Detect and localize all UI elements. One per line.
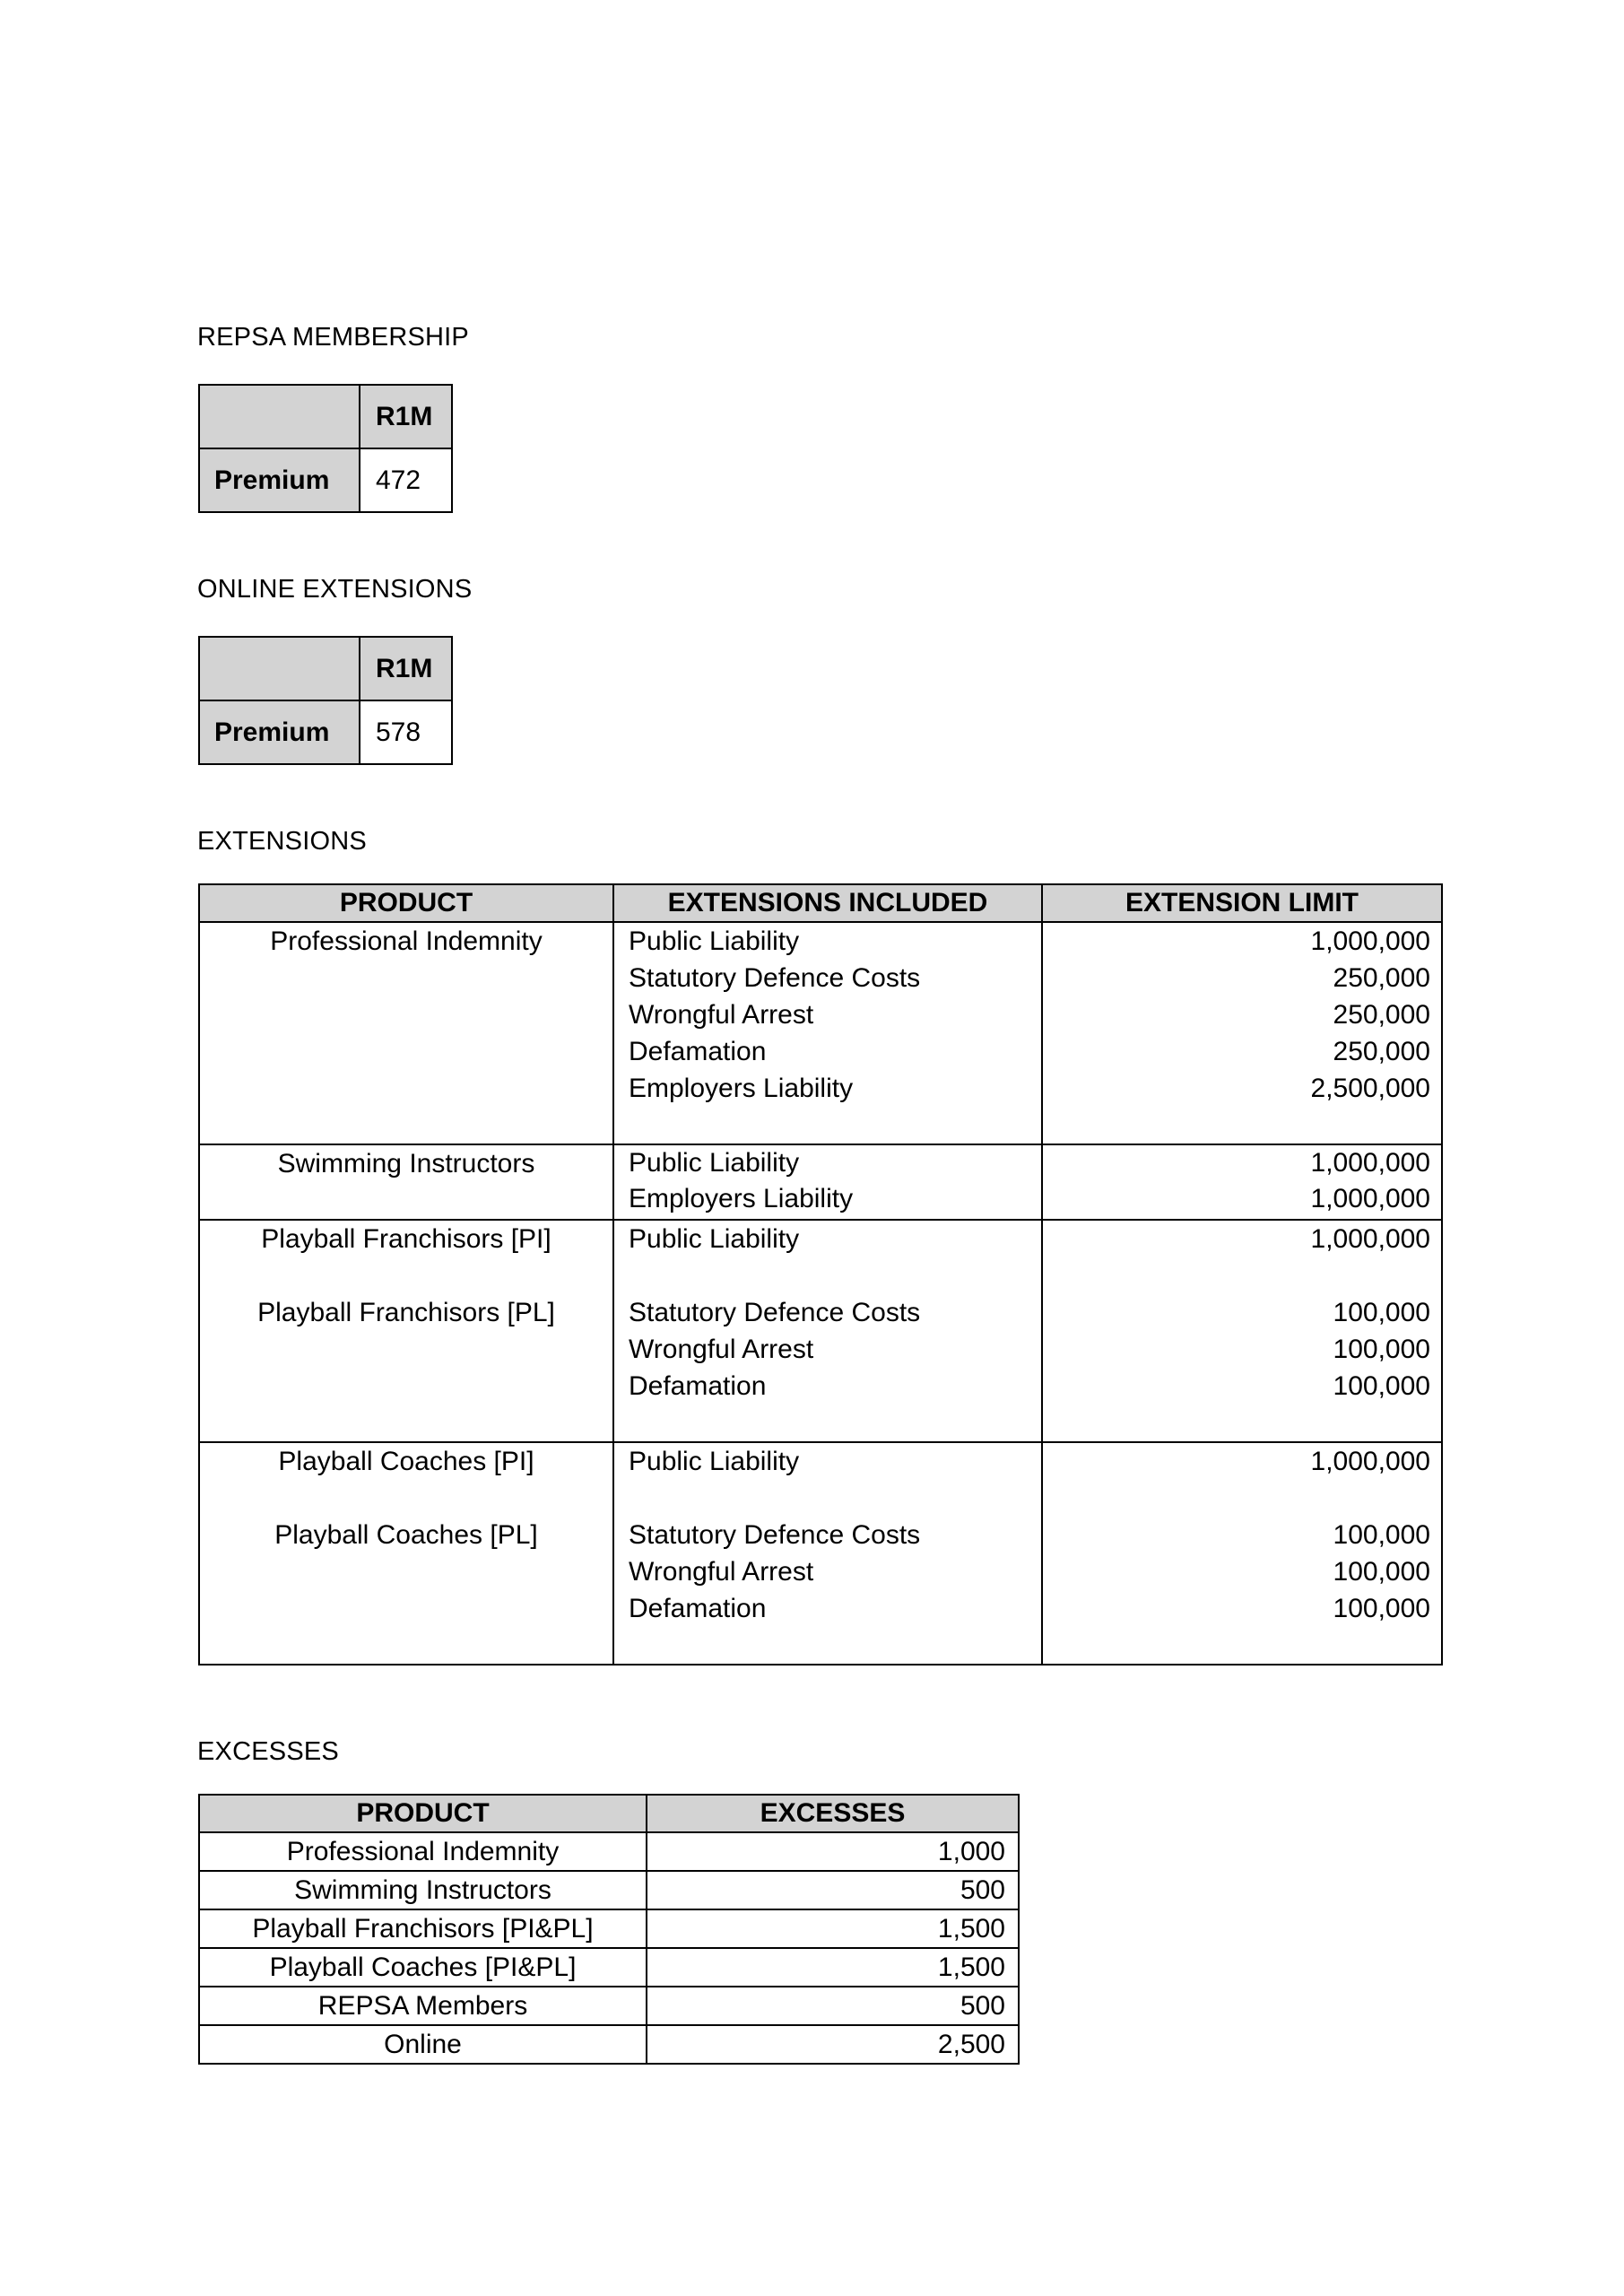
product-cell	[199, 1442, 613, 1665]
table-row	[199, 448, 452, 512]
extension-item: Employers Liability	[629, 1074, 854, 1103]
excess-value: 1,500	[647, 1909, 1019, 1948]
table-row	[199, 700, 452, 764]
limits-cell	[1042, 1442, 1442, 1665]
spacer	[1043, 1257, 1430, 1294]
spacer	[200, 1480, 612, 1517]
table-row	[199, 1220, 1442, 1442]
table-row	[199, 1909, 1019, 1948]
table-corner-cell	[199, 637, 360, 700]
extensions-heading: EXTENSIONS	[197, 827, 367, 856]
column-header-r1m: R1M	[360, 385, 452, 448]
extension-item: Wrongful Arrest	[629, 1000, 814, 1030]
extension-limit: 1,000,000	[1310, 1184, 1430, 1213]
premium-value: 578	[360, 700, 452, 764]
online-extensions-heading: ONLINE EXTENSIONS	[197, 575, 473, 604]
table-row	[199, 637, 452, 700]
limits-cell	[1042, 922, 1442, 1144]
extension-item: Employers Liability	[629, 1184, 854, 1213]
extension-item: Public Liability	[629, 926, 800, 956]
spacer	[629, 1480, 1041, 1517]
online-premium-table	[198, 636, 453, 765]
table-row	[199, 1871, 1019, 1909]
excess-product: Online	[199, 2025, 647, 2064]
extension-limit: 250,000	[1333, 1000, 1430, 1030]
extensions-table	[198, 883, 1443, 1665]
extension-item: Public Liability	[629, 1224, 800, 1254]
excesses-table	[198, 1794, 1020, 2065]
table-row	[199, 1832, 1019, 1871]
extension-item: Wrongful Arrest	[629, 1557, 814, 1587]
row-label-premium: Premium	[199, 448, 360, 512]
product-name: Professional Indemnity	[270, 926, 543, 956]
excess-product: Playball Franchisors [PI&PL]	[199, 1909, 647, 1948]
extension-limit: 100,000	[1333, 1557, 1430, 1587]
extension-item: Public Liability	[629, 1447, 800, 1476]
excess-product: REPSA Members	[199, 1987, 647, 2025]
premium-value: 472	[360, 448, 452, 512]
extension-item: Public Liability	[629, 1148, 800, 1178]
extensions-cell	[613, 1144, 1042, 1220]
product-cell	[199, 1144, 613, 1220]
table-row	[199, 1948, 1019, 1987]
column-header-excesses: EXCESSES	[647, 1795, 1019, 1832]
product-name: Playball Franchisors [PI]	[261, 1224, 551, 1254]
extension-limit: 1,000,000	[1310, 926, 1430, 956]
excess-product: Swimming Instructors	[199, 1871, 647, 1909]
extension-limit: 100,000	[1333, 1371, 1430, 1401]
extension-limit: 100,000	[1333, 1335, 1430, 1364]
extension-item: Statutory Defence Costs	[629, 1298, 921, 1327]
extension-limit: 2,500,000	[1310, 1074, 1430, 1103]
excess-value: 1,500	[647, 1948, 1019, 1987]
extensions-cell	[613, 1442, 1042, 1665]
product-cell	[199, 1220, 613, 1442]
repsa-membership-heading: REPSA MEMBERSHIP	[197, 323, 469, 352]
product-name: Playball Coaches [PL]	[274, 1520, 538, 1550]
table-row	[199, 1987, 1019, 2025]
spacer	[1043, 1480, 1430, 1517]
product-name: Playball Coaches [PI]	[278, 1447, 534, 1476]
extensions-cell	[613, 922, 1042, 1144]
repsa-premium-table	[198, 384, 453, 513]
extension-limit: 1,000,000	[1310, 1148, 1430, 1178]
extension-limit: 100,000	[1333, 1594, 1430, 1623]
product-name: Swimming Instructors	[277, 1149, 535, 1178]
extension-limit: 1,000,000	[1310, 1447, 1430, 1476]
extension-item: Wrongful Arrest	[629, 1335, 814, 1364]
table-row	[199, 2025, 1019, 2064]
spacer	[200, 1257, 612, 1294]
column-header-r1m: R1M	[360, 637, 452, 700]
extension-limit: 1,000,000	[1310, 1224, 1430, 1254]
product-cell	[199, 922, 613, 1144]
table-header-row	[199, 1795, 1019, 1832]
spacer	[629, 1257, 1041, 1294]
excess-value: 500	[647, 1871, 1019, 1909]
extension-item: Defamation	[629, 1037, 767, 1066]
extension-limit: 100,000	[1333, 1520, 1430, 1550]
column-header-product: PRODUCT	[199, 884, 613, 922]
excess-value: 2,500	[647, 2025, 1019, 2064]
column-header-extension-limit: EXTENSION LIMIT	[1042, 884, 1442, 922]
table-row	[199, 385, 452, 448]
extension-item: Defamation	[629, 1594, 767, 1623]
excesses-heading: EXCESSES	[197, 1737, 339, 1766]
table-row	[199, 1442, 1442, 1665]
product-name: Playball Franchisors [PL]	[257, 1298, 555, 1327]
table-row	[199, 922, 1442, 1144]
row-label-premium: Premium	[199, 700, 360, 764]
extension-limit: 250,000	[1333, 1037, 1430, 1066]
column-header-product: PRODUCT	[199, 1795, 647, 1832]
table-corner-cell	[199, 385, 360, 448]
table-row	[199, 1144, 1442, 1220]
excess-value: 1,000	[647, 1832, 1019, 1871]
extension-limit: 250,000	[1333, 963, 1430, 993]
limits-cell	[1042, 1220, 1442, 1442]
extensions-cell	[613, 1220, 1042, 1442]
excess-value: 500	[647, 1987, 1019, 2025]
table-header-row	[199, 884, 1442, 922]
limits-cell	[1042, 1144, 1442, 1220]
extension-item: Statutory Defence Costs	[629, 963, 921, 993]
excess-product: Playball Coaches [PI&PL]	[199, 1948, 647, 1987]
extension-limit: 100,000	[1333, 1298, 1430, 1327]
extension-item: Defamation	[629, 1371, 767, 1401]
extension-item: Statutory Defence Costs	[629, 1520, 921, 1550]
column-header-extensions-included: EXTENSIONS INCLUDED	[613, 884, 1042, 922]
excess-product: Professional Indemnity	[199, 1832, 647, 1871]
